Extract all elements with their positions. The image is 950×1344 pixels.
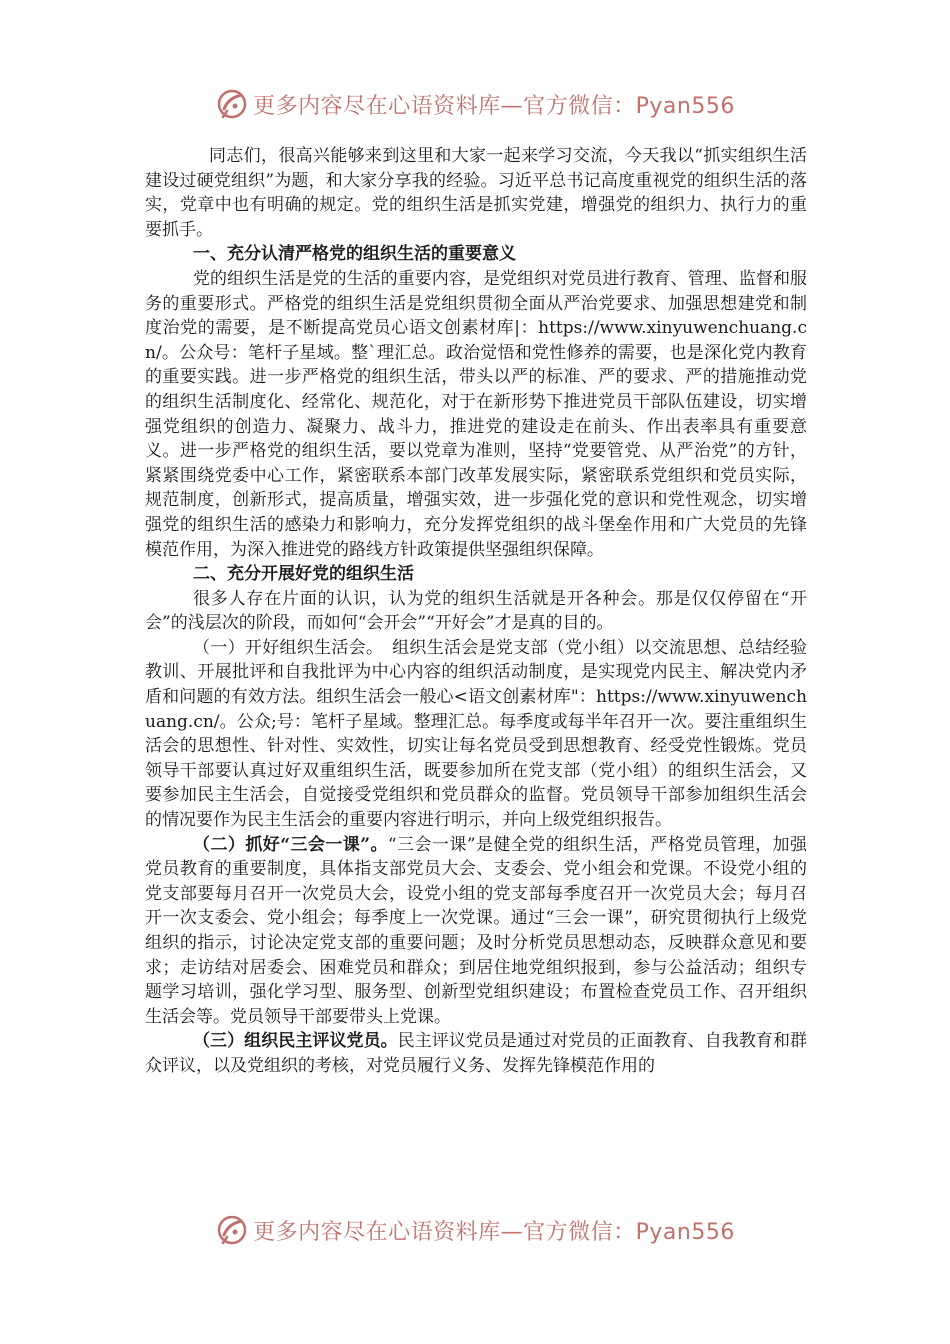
document-body [145,144,807,1079]
header-banner-text: 更多内容尽在心语资料库—官方微信：Pyan556 [253,93,735,119]
subsection-3-paragraph [145,1029,807,1078]
section-heading-1: 一、充分认清严格党的组织生活的重要意义 [193,244,516,265]
subsection-1-body: 组织生活会是党支部（党小组）以交流思想、总结经验教训、开展批评和自我批评为中心内容的组织活动制度，是实现党内民主、解决党内矛盾和问题的有效方法。组织生活会一般心<语文创素材库"：https://www.xinyuwenchuang.cn/。公众;号：笔杆子星域。整理汇总。每季度或每半年召开一次。要注重组织生活会的思想性、针对性、实效性，切实让每名党员受到思想教育、经受党性锻炼。党员领导干部要认真过好双重组织生活，既要参加所在党支部（党小组）的组织生活会，又要参加民主生活会，自觉接受党组织和党员群众的监督。党员领导干部参加组织生活会的情况要作为民主生活会的重要内容进行明示，并向上级党组织报告。 [145,637,808,831]
section-heading-2: 二、充分开展好党的组织生活 [193,564,414,585]
seal-brush-logo-icon [215,87,249,121]
footer-banner-text: 更多内容尽在心语资料库—官方微信：Pyan556 [253,1219,735,1245]
subsection-1-lead: （一）开好组织生活会。 [193,637,375,658]
intro-paragraph: 同志们，很高兴能够来到这里和大家一起来学习交流，今天我以“抓实组织生活 建设过硬党组织”为题，和大家分享我的经验。习近平总书记高度重视党的组织生活的落实，党章中也有明确的规定。党的组织生活是抓实党建，增强党的组织力、执行力的重要抓手。 [145,146,807,240]
subsection-2-paragraph [145,833,807,1030]
section-1-paragraph: 党的组织生活是党的生活的重要内容，是党组织对党员进行教育、管理、监督和服务的重要形式。严格党的组织生活是党组织贯彻全面从严治党要求、加强思想建党和制度治党的需要，是不断提高党员心语文创素材库|：https://www.xinyuwenchuang.cn/。公众号：笔杆子星域。整`理汇总。政治觉悟和党性修养的需要，也是深化党内教育的重要实践。进一步严格党的组织生活，带头以严的标准、严的要求、严的措施推动党的组织生活制度化、经常化、规范化，对于在新形势下推进党员干部队伍建设，切实增强党组织的创造力、凝聚力、战斗力，推进党的建设走在前头、作出表率具有重要意义。进一步严格党的组织生活，要以党章为准则，坚持“党要管党、从严治党”的方针，紧紧围绕党委中心工作，紧密联系本部门改革发展实际，紧密联系党组织和党员实际，规范制度，创新形式，提高质量，增强实效，进一步强化党的意识和党性观念，切实增强党的组织生活的感染力和影响力，充分发挥党组织的战斗堡垒作用和广大党员的先锋模范作用，为深入推进党的路线方针政策提供坚强组织保障。 [145,268,807,560]
seal-brush-logo-icon [215,1213,249,1247]
section-2-paragraph: 很多人存在片面的认识，认为党的组织生活就是开各种会。那是仅仅停留在“开会”的浅层次的阶段，而如何“会开会”“开好会”才是真的目的。 [145,588,807,634]
subsection-3-body: 民主评议党员是通过对党员的正面教育、自我教育和群众评议，以及党组织的考核，对党员履行义务、发挥先锋模范作用的 [145,1031,808,1076]
subsection-3-lead: （三）组织民主评议党员。 [193,1031,398,1052]
header-banner [0,82,950,126]
footer-banner [0,1208,950,1252]
subsection-2-body: “三会一课”是健全党的组织生活，严格党员管理，加强党员教育的重要制度，具体指支部党员大会、支委会、党小组会和党课。不设党小组的党支部要每月召开一次党员大会，设党小组的党支部每季度召开一次党员大会；每月召开一次支委会、党小组会；每季度上一次党课。通过“三会一课”，研究贯彻执行上级党组织的指示，讨论决定党支部的重要问题；及时分析党员思想动态，反映群众意见和要求；走访结对居委会、困难党员和群众；到居住地党组织报到，参与公益活动；组织专题学习培训，强化学习型、服务型、创新型党组织建设；布置检查党员工作、召开组织生活会等。党员领导干部要带头上党课。 [145,834,807,1027]
subsection-1-paragraph [145,636,807,833]
subsection-2-lead: （二）抓好“三会一课”。 [193,834,388,855]
